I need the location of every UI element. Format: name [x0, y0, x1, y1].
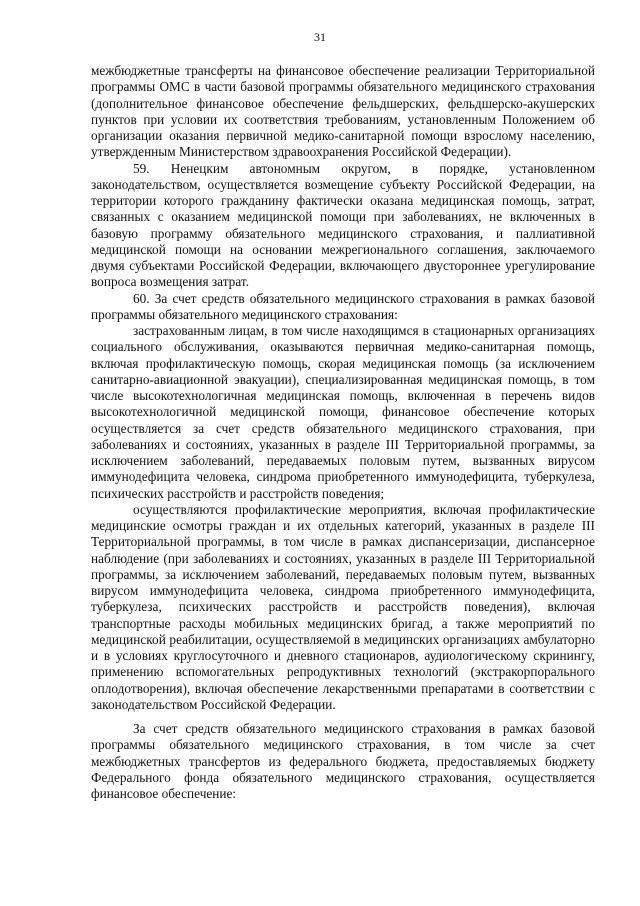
- page-number: 31: [314, 30, 326, 44]
- paragraph-item-59: 59. Ненецким автономным округом, в порядке, установленном законодательством, осуществляется возмещение субъекту Российской Федерации, на территории которого гражданину фактически оказана медицинская помощь, затрат, связанных с оказанием медицинской помощи при заболеваниях, не включенных в базовую программу обязательного медицинского страхования, и паллиативной медицинской помощи на основании межрегионального соглашения, заключаемого двумя субъектами Российской Федерации, включающего двустороннее урегулирование вопроса возмещения затрат.: [91, 160, 595, 290]
- paragraph-financial-support: За счет средств обязательного медицинского страхования в рамках базовой программы обязательного медицинского страхования, в том числе за счет межбюджетных трансфертов из федерального бюджета, предоставляемых бюджету Федерального фонда обязательного медицинского страхования, осуществляется финансовое обеспечение:: [91, 721, 595, 801]
- document-body: [91, 63, 595, 802]
- paragraph-insured-persons: застрахованным лицам, в том числе находящимся в стационарных организациях социального обслуживания, оказываются первичная медико-санитарная помощь, включая профилактическую помощь, скорая медицинская помощь (за исключением санитарно-авиационной эвакуации), специализированная медицинская помощь, в том числе высокотехнологичная медицинская помощь, включенная в перечень видов высокотехнологичной медицинской помощи, финансовое обеспечение которых осуществляется за счет средств обязательного медицинского страхования, при заболеваниях и состояниях, указанных в разделе III Территориальной программы, за исключением заболеваний, передаваемых половым путем, вызванных вирусом иммунодефицита человека, синдрома приобретенного иммунодефицита, туберкулеза, психических расстройств и расстройств поведения;: [91, 323, 595, 501]
- paragraph-preventive-measures: осуществляются профилактические мероприятия, включая профилактические медицинские осмотры граждан и их отдельных категорий, указанных в разделе III Территориальной программы, в том числе в рамках диспансеризации, диспансерное наблюдение (при заболеваниях и состояниях, указанных в разделе III Территориальной программы, за исключением заболеваний, передаваемых половым путем, вызванных вирусом иммунодефицита человека, синдрома приобретенного иммунодефицита, туберкулеза, психических расстройств и расстройств поведения), включая транспортные расходы мобильных медицинских бригад, а также мероприятий по медицинской реабилитации, осуществляемой в медицинских организациях амбулаторно и в условиях круглосуточного и дневного стационаров, аудиологическому скринингу, применению вспомогательных репродуктивных технологий (экстракорпорального оплодотворения), включая обеспечение лекарственными препаратами в соответствии с законодательством Российской Федерации.: [91, 501, 595, 712]
- paragraph-interbudget-transfers: межбюджетные трансферты на финансовое обеспечение реализации Территориальной программы ОМС в части базовой программы обязательного медицинского страхования (дополнительное финансовое обеспечение фельдшерских, фельдшерско-акушерских пунктов при условии их соответствия требованиям, установленным Положением об организации оказания первичной медико-санитарной помощи взрослому населению, утвержденным Министерством здравоохранения Российской Федерации).: [91, 63, 595, 160]
- paragraph-item-60: 60. За счет средств обязательного медицинского страхования в рамках базовой программы обязательного медицинского страхования:: [91, 290, 595, 322]
